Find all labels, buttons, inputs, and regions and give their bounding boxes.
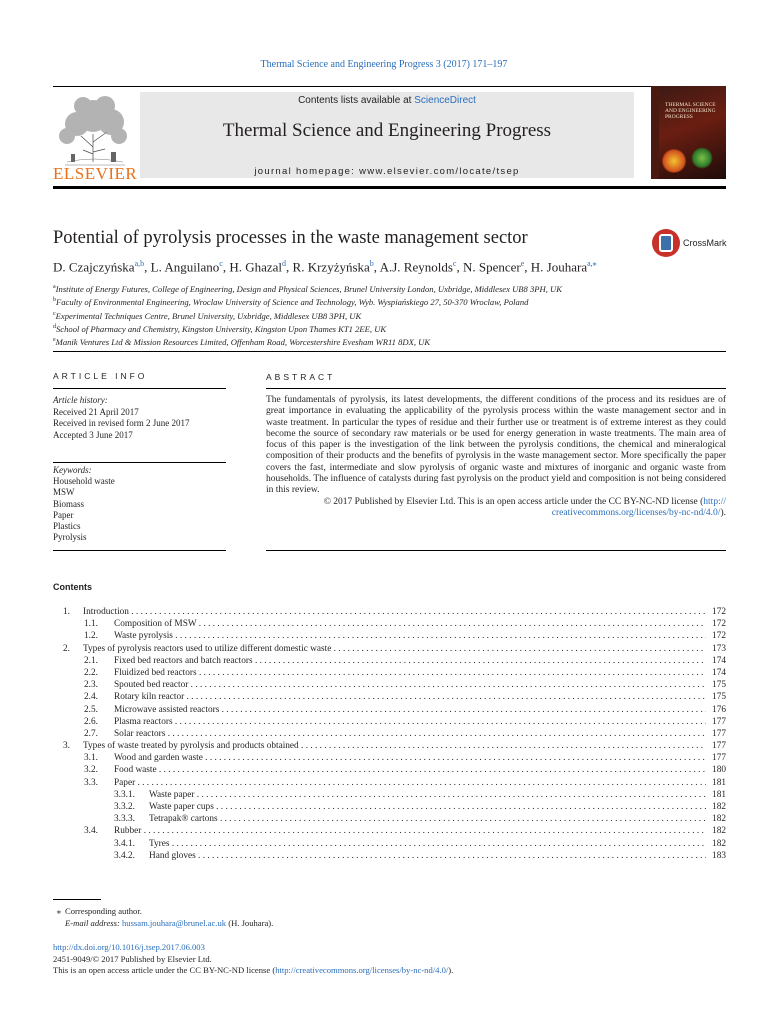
keyword-item: MSW	[53, 487, 75, 498]
toc-page: 174	[712, 655, 726, 666]
toc-number: 1.	[63, 607, 70, 617]
toc-title[interactable]: Waste paper . . .	[149, 789, 706, 801]
toc-number: 3.2.	[84, 765, 98, 776]
affiliation-marker: d	[53, 324, 56, 331]
author-name[interactable]: N. Spencer	[462, 259, 521, 275]
toc-entry[interactable]	[53, 728, 726, 740]
toc-title[interactable]: Spouted bed reactor . . .	[114, 679, 706, 691]
toc-page: 173	[712, 643, 726, 654]
toc-entry[interactable]	[53, 740, 726, 752]
toc-page: 175	[712, 692, 726, 703]
author-name[interactable]: L. Anguilano	[150, 259, 220, 275]
corresponding-author-footnote	[53, 906, 273, 929]
contents-heading: Contents	[53, 582, 92, 592]
crossmark-bookmark-icon	[659, 234, 673, 252]
toc-title[interactable]: Rubber . . .	[114, 825, 706, 837]
toc-title[interactable]: Waste pyrolysis . . .	[114, 630, 706, 642]
toc-title[interactable]: Composition of MSW . . .	[114, 618, 706, 630]
email-owner: (H. Jouhara).	[226, 917, 274, 928]
crossmark-label: CrossMark	[683, 238, 727, 248]
contents-available-line: Contents lists available at ScienceDirect	[298, 95, 476, 106]
toc-page: 175	[712, 680, 726, 691]
toc-entry[interactable]	[53, 691, 726, 703]
toc-number: 1.2.	[84, 631, 98, 642]
author-separator: ,	[373, 259, 380, 275]
toc-title[interactable]: Waste paper cups . . .	[149, 801, 706, 813]
keyword-item: Pyrolysis	[53, 532, 87, 543]
abstract-heading: ABSTRACT	[266, 372, 336, 382]
toc-title[interactable]: Tetrapak® cartons . . .	[149, 813, 706, 825]
toc-page: 180	[712, 765, 726, 776]
author-name[interactable]: R. Krzyżyńska	[292, 259, 370, 275]
table-of-contents	[53, 606, 726, 862]
toc-page: 172	[712, 631, 726, 642]
author-affiliation-marker[interactable]: a,b	[134, 259, 145, 268]
article-history	[53, 395, 189, 441]
toc-entry[interactable]	[53, 813, 726, 825]
toc-entry[interactable]	[53, 777, 726, 789]
author-affiliation-marker[interactable]: c	[452, 259, 457, 268]
toc-title[interactable]: Hand gloves . . .	[149, 850, 706, 862]
affiliation-list	[53, 282, 562, 349]
toc-entry[interactable]	[53, 655, 726, 667]
journal-reference[interactable]: Thermal Science and Engineering Progress 3 (2017) 171–197	[260, 59, 508, 70]
abstract-rule	[266, 388, 726, 389]
toc-entry[interactable]	[53, 801, 726, 813]
toc-title[interactable]: Types of pyrolysis reactors used to utilize different domestic waste . . .	[83, 643, 706, 655]
affiliation-item	[53, 295, 562, 308]
affiliation-item	[53, 309, 562, 322]
keyword-item: Paper	[53, 509, 74, 520]
author-affiliation-marker[interactable]: c	[219, 259, 223, 268]
toc-title[interactable]: Tyres . . .	[149, 838, 706, 850]
toc-title[interactable]: Fluidized bed reactors . . .	[114, 667, 706, 679]
toc-entry[interactable]	[53, 630, 726, 642]
keywords-rule	[53, 462, 226, 463]
toc-number: 3.3.2.	[114, 802, 135, 812]
toc-entry[interactable]	[53, 679, 726, 691]
toc-entry[interactable]	[53, 789, 726, 801]
toc-title[interactable]: Microwave assisted reactors . . .	[114, 704, 706, 716]
toc-title[interactable]: Introduction . . .	[83, 606, 706, 618]
author-name[interactable]: A.J. Reynolds	[379, 259, 453, 275]
toc-number: 3.3.3.	[114, 814, 135, 825]
author-list	[53, 259, 597, 275]
author-separator: ,	[144, 259, 151, 275]
toc-title[interactable]: Rotary kiln reactor . . .	[114, 691, 706, 703]
abstract-body	[266, 395, 726, 519]
toc-page: 172	[712, 619, 726, 630]
toc-page: 181	[712, 777, 726, 788]
toc-page: 177	[712, 753, 726, 764]
toc-number: 2.4.	[84, 692, 98, 703]
toc-page: 177	[712, 716, 726, 727]
affiliation-text: Institute of Energy Futures, College of Engineering, Design and Physical Sciences, Brunel University London, Uxbridge, Middlesex UB8 3PH, UK	[55, 283, 562, 294]
toc-number: 2.2.	[84, 667, 98, 678]
journal-title: Thermal Science and Engineering Progress	[222, 120, 552, 141]
affiliation-marker: c	[53, 310, 56, 317]
cover-spine-strip	[651, 86, 659, 179]
section-divider	[53, 351, 726, 352]
toc-page: 182	[712, 802, 726, 812]
toc-title[interactable]: Paper . . .	[114, 777, 706, 789]
affiliation-item	[53, 335, 562, 348]
article-title: Potential of pyrolysis processes in the waste management sector	[53, 228, 528, 248]
article-info-end-rule	[53, 550, 226, 551]
toc-entry[interactable]	[53, 850, 726, 862]
toc-number: 3.3.	[84, 777, 98, 788]
toc-number: 3.4.1.	[114, 838, 135, 849]
author-affiliation-marker[interactable]: b	[369, 259, 374, 268]
keyword-item: Biomass	[53, 498, 85, 509]
author-affiliation-marker[interactable]: d	[282, 259, 287, 268]
affiliation-item	[53, 282, 562, 295]
toc-page: 182	[712, 814, 726, 825]
toc-number: 2.6.	[84, 716, 98, 727]
author-name[interactable]: H. Jouhara	[530, 259, 588, 275]
article-info-heading: ARTICLE INFO	[53, 371, 148, 381]
toc-number: 2.	[63, 643, 70, 654]
toc-number: 2.7.	[84, 728, 98, 739]
toc-number: 2.3.	[84, 680, 98, 691]
toc-page: 182	[712, 838, 726, 849]
abstract-license: © 2017 Published by Elsevier Ltd. This is an open access article under the CC BY-NC-ND license (http:// creativecommons.org/licenses/by-nc-nd/4.0/).	[323, 496, 726, 518]
abstract-text: The fundamentals of pyrolysis, its latest developments, the different conditions of the process and its residues are of great importance in evaluating the applicability of the pyrolysis process within the waste management sector and in waste treatment. In particular the types of residue and their further use or treatment is of extreme interest as they could become the source of secondary raw materials or be used for energy generation in waste treatments. The main area of focus of this paper is the investigation of the link between the pyrolysis conditions, the chemical and mineralogical composition of their products and the benefits of pyrolysis in the waste management sector. More specifically the paper covers the fast, intermediate and slow pyrolysis of organic waste and mixtures of inorganic and organic waste from households. The influence of catalysts during fast pyrolysis on the product yield and composition is not being considered in this review.	[266, 395, 726, 496]
toc-page: 181	[712, 789, 726, 800]
toc-page: 172	[712, 607, 726, 617]
masthead-bottom-rule	[53, 186, 726, 189]
author-separator: ,	[222, 259, 230, 275]
cover-image-flame	[661, 149, 687, 173]
toc-entry[interactable]	[53, 667, 726, 679]
toc-number: 3.	[63, 741, 70, 752]
email-label: E-mail address:	[65, 917, 122, 928]
author-separator: ,	[286, 259, 293, 275]
toc-page: 177	[712, 728, 726, 739]
journal-homepage[interactable]: journal homepage: www.elsevier.com/locate/tsep	[254, 166, 520, 177]
open-access-line: This is an open access article under the CC BY-NC-ND license (http://creativecommons.org/licenses/by-nc-nd/4.0/).	[53, 965, 454, 975]
toc-entry[interactable]	[53, 825, 726, 837]
toc-entry[interactable]	[53, 764, 726, 776]
journal-cover-thumbnail[interactable]	[651, 86, 726, 179]
toc-number: 3.4.	[84, 826, 98, 837]
affiliation-marker: a	[53, 284, 56, 290]
toc-number: 3.4.2.	[114, 850, 135, 861]
sciencedirect-link[interactable]: ScienceDirect	[414, 95, 476, 106]
toc-entry[interactable]	[53, 838, 726, 850]
toc-page: 176	[712, 704, 726, 715]
toc-title[interactable]: Types of waste treated by pyrolysis and products obtained . . .	[83, 740, 706, 752]
issn-line: 2451-9049/© 2017 Published by Elsevier Ltd.	[53, 953, 212, 964]
cover-title: THERMAL SCIENCE AND ENGINEERING PROGRESS	[665, 102, 716, 120]
toc-number: 3.1.	[84, 753, 98, 764]
corresponding-label: Corresponding author.	[65, 906, 142, 916]
keywords-label: Keywords:	[53, 465, 92, 475]
toc-page: 183	[712, 850, 726, 861]
footnote-rule	[53, 899, 101, 900]
affiliation-marker: b	[53, 297, 56, 304]
toc-number: 1.1.	[84, 619, 98, 630]
toc-entry[interactable]	[53, 752, 726, 764]
toc-entry[interactable]	[53, 643, 726, 655]
toc-number: 3.3.1.	[114, 789, 135, 800]
history-revised: Received in revised form 2 June 2017	[53, 418, 190, 428]
toc-title[interactable]: Wood and garden waste . . .	[114, 752, 706, 764]
article-info-rule	[53, 388, 226, 389]
author-email-link[interactable]: hussam.jouhara@brunel.ac.uk	[121, 917, 227, 928]
author-affiliation-marker[interactable]: a,⁎	[587, 259, 597, 268]
history-received: Received 21 April 2017	[53, 406, 139, 417]
license-link-cont[interactable]: creativecommons.org/licenses/by-nc-nd/4.0/	[551, 507, 721, 518]
toc-page: 177	[712, 741, 726, 752]
publication-meta	[53, 942, 453, 977]
toc-title[interactable]: Plasma reactors . . .	[114, 716, 706, 728]
author-name[interactable]: H. Ghazal	[229, 259, 283, 275]
affiliation-text: Experimental Techniques Centre, Brunel University, Uxbridge, Middlesex UB8 3PH, UK	[55, 310, 362, 321]
abstract-end-rule	[266, 550, 726, 551]
keyword-item: Plastics	[53, 521, 81, 532]
history-accepted: Accepted 3 June 2017	[53, 429, 133, 440]
affiliation-marker: e	[53, 337, 56, 344]
affiliation-text: School of Pharmacy and Chemistry, Kingston University, Kingston Upon Thames KT1 2EE, UK	[56, 323, 387, 334]
toc-title[interactable]: Food waste . . .	[114, 764, 706, 776]
author-separator: ,	[456, 259, 463, 275]
toc-entry[interactable]	[53, 704, 726, 716]
toc-entry[interactable]	[53, 716, 726, 728]
oa-license-link[interactable]: http://creativecommons.org/licenses/by-nc-nd/4.0/	[275, 965, 449, 975]
cover-image-leaf	[691, 147, 713, 169]
affiliation-text: Manik Ventures Ltd & Mission Resources Limited, Offenham Road, Worcestershire Evesham WR11 8DX, UK	[55, 337, 431, 348]
crossmark-badge[interactable]	[652, 229, 728, 259]
author-name[interactable]: D. Czajczyńska	[53, 259, 135, 275]
history-label: Article history:	[53, 395, 108, 405]
toc-page: 182	[712, 826, 726, 837]
toc-number: 2.1.	[84, 655, 98, 666]
elsevier-wordmark[interactable]: ELSEVIER	[53, 164, 138, 183]
toc-number: 2.5.	[84, 704, 98, 715]
keyword-item: Household waste	[53, 476, 115, 487]
footnote-marker: ⁎	[56, 906, 61, 916]
masthead-top-rule	[53, 86, 726, 87]
keywords-block	[53, 465, 115, 543]
toc-page: 174	[712, 667, 726, 678]
author-affiliation-marker[interactable]: e	[520, 259, 525, 268]
toc-title[interactable]: Fixed bed reactors and batch reactors . . .	[114, 655, 706, 667]
toc-entry[interactable]	[53, 606, 726, 618]
author-separator: ,	[524, 259, 531, 275]
toc-title[interactable]: Solar reactors . . .	[114, 728, 706, 740]
doi-link[interactable]: http://dx.doi.org/10.1016/j.tsep.2017.06.003	[53, 942, 205, 952]
toc-entry[interactable]	[53, 618, 726, 630]
affiliation-item	[53, 322, 562, 335]
license-link[interactable]: http://	[703, 496, 726, 507]
affiliation-text: Faculty of Environmental Engineering, Wroclaw University of Science and Technology, Wyb. Wyspiańskiego 27, 50-370 Wroclaw, Poland	[56, 297, 529, 308]
